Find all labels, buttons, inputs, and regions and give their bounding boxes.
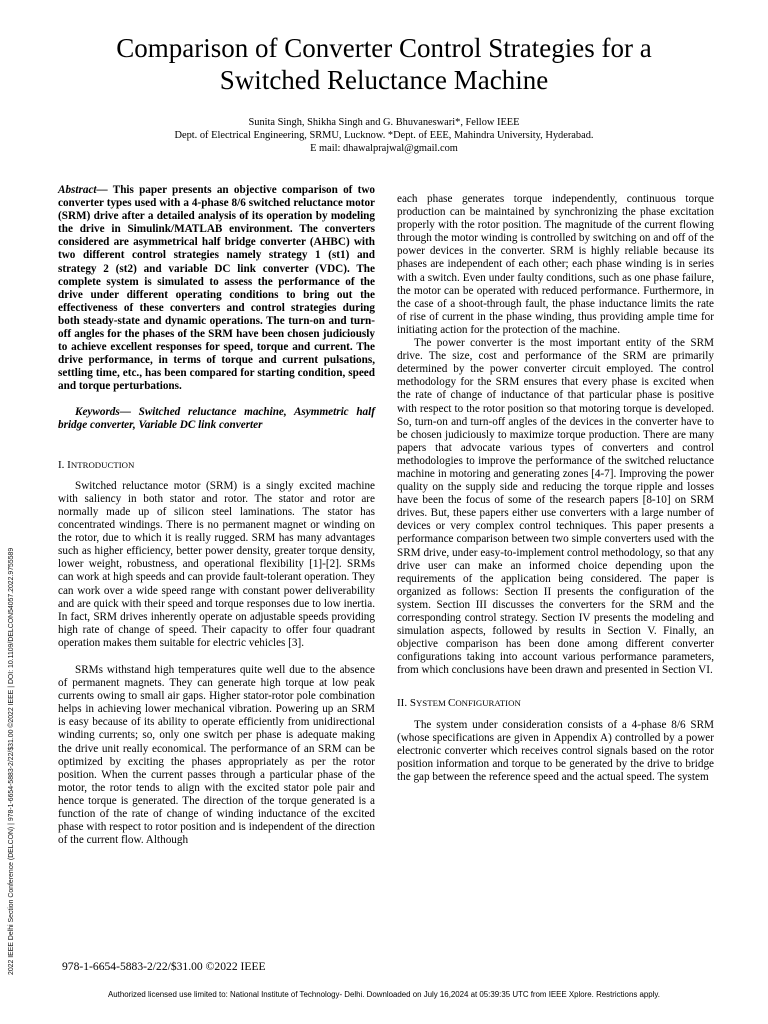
abstract-label: Abstract— (58, 184, 108, 196)
system-paragraph-1: The system under consideration consists of a 4-phase 8/6 SRM (whose specifications are given in Appendix A) controlled by a power electronic converter which receives control signals based on the rotor position information and torque to be generated by the drive to bridge the gap between the reference speed and the actual speed. The system (397, 718, 714, 783)
abstract-text: This paper presents an objective comparison of two converter types used with a 4-phase 8/6 switched reluctance motor (SRM) drive after a detailed analysis of its operation by modeling the drive in Simulink/MATLAB environment. The converters considered are asymmetrical half bridge converter (AHBC) with two different control strategies namely strategy 1 (st1) and strategy 2 (st2) and variable DC link converter (VDC). The complete system is simulated to assess the performance of the drive under different operating conditions to bring out the effectiveness of these converters and control strategies during both steady-state and dynamic operations. The turn-on and turn-off angles for the phases of the SRM have been chosen judiciously to achieve excellent responses for speed, torque and current. The drive performance, in terms of torque and current pulsations, settling time, etc., has been compared for starting condition, speed and torque perturbations. (58, 184, 375, 393)
keywords (58, 406, 375, 432)
author-block (0, 116, 768, 155)
email: E mail: dhawalprajwal@gmail.com (310, 143, 458, 154)
right-paragraph-1: each phase generates torque independently, continuous torque production can be maintained by synchronizing the phase excitation properly with the rotor position. The magnitude of the current flowing through the motor winding is controlled by switching on and off of the power devices in the converter. SRM is highly reliable because its phases are independent of each other; each phase winding is in series with a switch. Even under faulty conditions, such as one phase failure, the motor can be operated with reduced performance. Furthermore, in the case of a shoot-through fault, the phase inductance limits the rate of rise of current in the phase winding, thus providing ample time for initiating action for the protection of the machine. (397, 193, 714, 336)
section-number: I. (58, 458, 65, 471)
footer-authorization: Authorized licensed use limited to: National Institute of Technology- Delhi. Downloaded on July 16,2024 at 05:39:35 UTC from IEEE Xplore. Restrictions apply. (108, 990, 660, 999)
paper-title (0, 32, 768, 96)
authors: Sunita Singh, Shikha Singh and G. Bhuvaneswari*, Fellow IEEE (248, 117, 520, 128)
section-heading-introduction: I. INTRODUCTION (58, 458, 135, 471)
sidebar-citation: 2022 IEEE Delhi Section Conference (DELCON) | 978-1-6654-5883-2/22/$31.00 ©2022 IEEE | DOI: 10.1109/DELCON54057.2022.9755589 (8, 547, 15, 975)
title-line-2: Switched Reluctance Machine (219, 65, 549, 95)
right-paragraph-2: The power converter is the most important entity of the SRM drive. The size, cost and performance of the SRM are primarily determined by the power converter circuit employed. The control methodology for the SRM ensures that every phase is excited when the rate of change of inductance of that particular phase is positive with respect to the rotor position so that motoring torque is developed. So, turn-on and turn-off angles of the devices in the converter have to be chosen judiciously to maximize torque production. There are many papers that advocate various types of converters and control methodologies to improve the performance of the switched reluctance machine in motoring and generating zones [4-7]. Improving the power quality on the supply side and reducing the torque ripple and losses have been the focus of some of the research papers [8-10] on SRM drives. But, these papers either use converters with a large number of devices or very complex control techniques. This paper presents a performance comparison between two simple converters used with the SRM drive, under easy-to-implement control methodology, so that any drive user can make an informed choice depending upon the requirements of the application being considered. The paper is organized as follows: Section II presents the configuration of the system. Section III discusses the converters for the SRM and the corresponding control strategy. Section IV presents the modeling and simulation aspects, followed by results in Section V. Finally, an objective comparison has been done among different converter configurations taking into account various performance parameters, from which conclusions have been drawn and presented in Section VI. (397, 337, 714, 677)
footer-isbn: 978-1-6654-5883-2/22/$31.00 ©2022 IEEE (62, 960, 266, 973)
keywords-label: Keywords— (75, 405, 131, 418)
abstract (58, 184, 375, 394)
keywords-text: Switched reluctance machine, Asymmetric half bridge converter, Variable DC link converter (58, 405, 375, 431)
left-column (58, 184, 375, 847)
intro-paragraph-2: SRMs withstand high temperatures quite well due to the absence of permanent magnets. They can generate high torque at low peak currents owing to small air gaps. Higher stator-rotor pole combination helps in achieving lower mechanical vibration. Powering up an SRM is easy because of its ability to operate efficiently from unidirectional winding currents; so, only one switch per phase is adequate making the drive unit really economical. The performance of an SRM can be optimized by exciting the phases appropriately as per the rotor position. When the current passes through a particular phase of the motor, the rotor tends to align with the excited stator pole pair and hence torque is generated. The direction of the torque generated is a function of the rate of change of winding inductance of the excited phase with respect to rotor position and is independent of the direction of the current flow. Although (58, 664, 375, 847)
right-column (397, 193, 714, 784)
affiliation: Dept. of Electrical Engineering, SRMU, Lucknow. *Dept. of EEE, Mahindra University, Hyderabad. (174, 130, 594, 141)
section-number: II. (397, 697, 408, 710)
title-line-1: Comparison of Converter Control Strategies for a (116, 33, 652, 63)
intro-paragraph-1: Switched reluctance motor (SRM) is a singly excited machine with saliency in both stator and rotor. The stator and rotor are normally made up of silicon steel laminations. The stator has concentrated windings. There is no permanent magnet or winding on the rotor, due to which it is really rugged. SRM has many advantages such as higher efficiency, better power density, greater torque density, lower weight, robustness, and operational flexibility [1]-[2]. SRMs can work at high speeds and can provide fault-tolerant operation. They can work over a wide speed range with constant power deliverability and are quick with their speed and torque responses due to low inertia. In fact, SRM drives inherently operate on adjustable speeds providing high rate of change of speed. Their capacity to offer four quadrant operation makes them suitable for electric vehicles [3]. (58, 479, 375, 649)
section-heading-system-configuration: II. SYSTEM CONFIGURATION (397, 697, 521, 710)
